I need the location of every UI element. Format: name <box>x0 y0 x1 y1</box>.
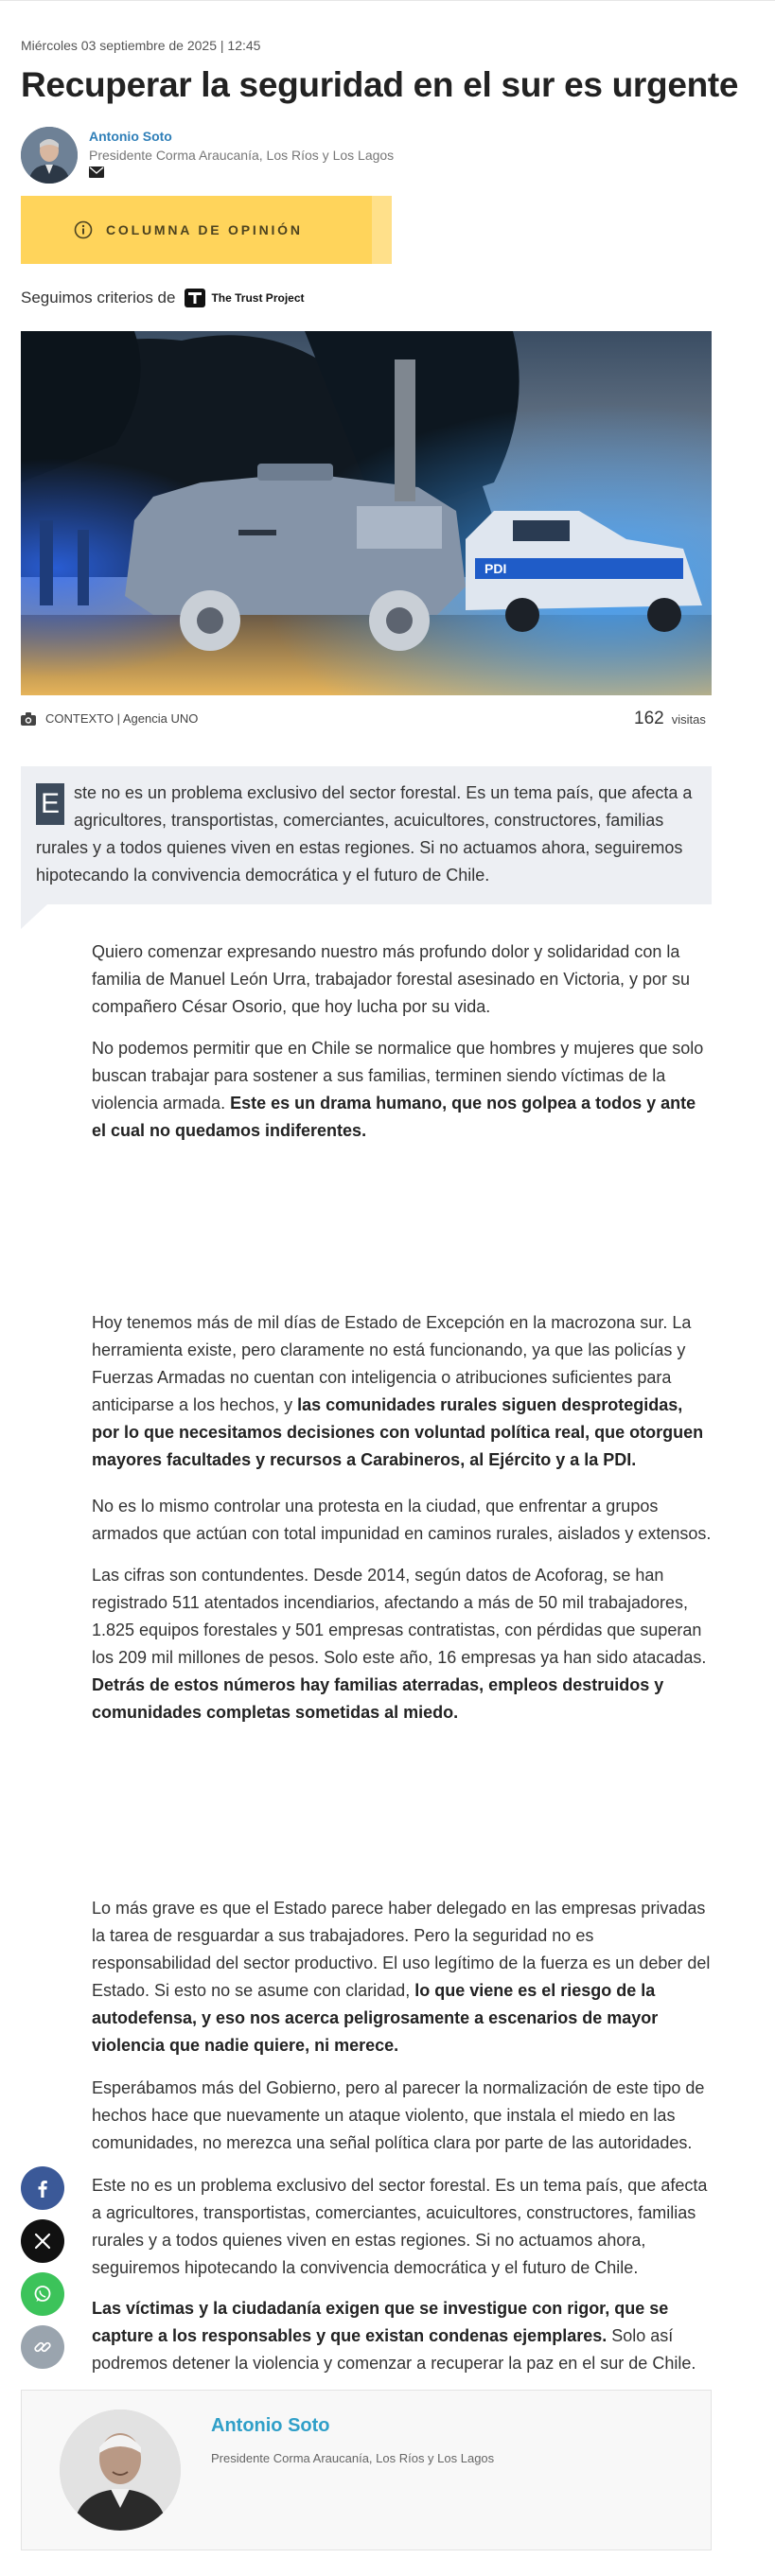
author-role: Presidente Corma Araucanía, Los Ríos y Los Lagos <box>89 148 395 163</box>
body-paragraph-3: Hoy tenemos más de mil días de Estado de Excepción en la macrozona sur. La herramienta existe, pero claramente no está funcionando, ya que las policías y Fuerzas Armadas no cuentan con inteligencia o atribuciones suficientes para anticiparse a los hechos, y las comunidades rurales siguen desprotegidas, por lo que necesitamos decisiones con voluntad política real, que otorguen mayores facultades y recursos a Carabineros, al Ejército y a la PDI. <box>92 1313 704 1469</box>
share-facebook-button[interactable] <box>21 2166 64 2210</box>
view-counter <box>634 709 706 729</box>
body-paragraph-2: No podemos permitir que en Chile se normalice que hombres y mujeres que solo buscan trabajar para sostener a sus familias, terminen siendo víctimas de la violencia armada. Este es un drama humano, que nos golpea a todos y ante el cual no quedamos indiferentes. <box>92 1039 704 1140</box>
share-x-button[interactable] <box>21 2219 64 2263</box>
article-hero-image <box>21 331 712 695</box>
facebook-icon <box>32 2178 53 2199</box>
body-paragraph-1: Quiero comenzar expresando nuestro más profundo dolor y solidaridad con la familia de Manuel León Urra, trabajador forestal asesinado en Victoria, y por su compañero César Osorio, que hoy lucha por su vida. <box>92 942 691 1016</box>
top-divider <box>0 0 775 1</box>
mail-icon[interactable] <box>89 166 104 178</box>
opinion-section-tag <box>21 196 372 264</box>
link-icon <box>32 2337 53 2357</box>
body-paragraph-9-emphasis: Las víctimas y la ciudadanía exigen que se investigue con rigor, que se capture a los responsables y que existan condenas ejemplares. <box>92 2299 669 2345</box>
publish-date: Miércoles 03 septiembre de 2025 | 12:45 <box>21 38 261 53</box>
views-label: visitas <box>671 712 706 727</box>
body-paragraph-5-emphasis: Detrás de estos números hay familias aterradas, empleos destruidos y comunidades completas sometidas al miedo. <box>92 1675 664 1722</box>
whatsapp-icon <box>32 2284 53 2304</box>
lead-tail <box>21 904 47 929</box>
image-caption <box>21 711 198 726</box>
body-paragraph-8: Este no es un problema exclusivo del sector forestal. Es un tema país, que afecta a agricultores, transportistas, comerciantes, acuicultores, constructores, familias rurales y a todos quienes viven en estas regiones. Si no actuamos ahora, seguiremos hipotecando la convivencia democrática y el futuro de Chile. <box>92 2176 708 2277</box>
info-icon <box>74 220 93 239</box>
copy-link-button[interactable] <box>21 2325 64 2369</box>
trust-project-logo[interactable] <box>185 289 304 307</box>
views-count: 162 <box>634 709 664 728</box>
body-paragraph-2-emphasis: Este es un drama humano, que nos golpea a todos y ante el cual no quedamos indiferentes. <box>92 1094 696 1140</box>
opinion-label: COLUMNA DE OPINIÓN <box>106 222 303 237</box>
share-whatsapp-button[interactable] <box>21 2272 64 2316</box>
opinion-tab-edge <box>372 196 392 264</box>
author-card-avatar[interactable] <box>60 2410 181 2531</box>
body-paragraph-4: No es lo mismo controlar una protesta en la ciudad, que enfrentar a grupos armados que actúan con total impunidad en caminos rurales, aislados y extensos. <box>92 1497 712 1543</box>
body-paragraph-9: Las víctimas y la ciudadanía exigen que se investigue con rigor, que se capture a los responsables y que existan condenas ejemplares. Solo así podremos detener la violencia y comenzar a recuperar la paz en el sur de Chile. <box>92 2299 696 2373</box>
author-card-name[interactable]: Antonio Soto <box>211 2415 330 2436</box>
body-paragraph-3-emphasis: las comunidades rurales siguen desprotegidas, por lo que necesitamos decisiones con voluntad política real, que otorguen mayores facultades y recursos a Carabineros, al Ejército y a la PDI. <box>92 1395 704 1469</box>
lead-dropcap: E <box>36 783 64 825</box>
trust-prefix: Seguimos criterios de <box>21 289 176 307</box>
author-card <box>21 2390 712 2550</box>
author-name-link[interactable]: Antonio Soto <box>89 129 172 144</box>
body-paragraph-6-emphasis: lo que viene es el riesgo de la autodefensa, y eso nos acerca peligrosamente a escenarios de mayor violencia que nadie quiere, ni merece. <box>92 1981 659 2055</box>
camera-icon <box>21 712 36 726</box>
author-avatar[interactable] <box>21 127 78 184</box>
lead-text: ste no es un problema exclusivo del sector forestal. Es un tema país, que afecta a agricultores, transportistas, comerciantes, acuicultores, constructores, familias rurales y a todos quienes viven en estas regiones. Si no actuamos ahora, seguiremos hipotecando la convivencia democrática y el futuro de Chile. <box>36 783 693 885</box>
svg-text:PDI: PDI <box>484 561 507 576</box>
body-paragraph-6: Lo más grave es que el Estado parece haber delegado en las empresas privadas la tarea de resguardar a sus trabajadores. Pero la seguridad no es responsabilidad del sector productivo. El uso legítimo de la fuerza es un deber del Estado. Si esto no se asume con claridad, lo que viene es el riesgo de la autodefensa, y eso nos acerca peligrosamente a escenarios de mayor violencia que nadie quiere, ni merece. <box>92 1899 711 2055</box>
author-card-role: Presidente Corma Araucanía, Los Ríos y Los Lagos <box>211 2451 495 2465</box>
trust-project-badge[interactable] <box>21 289 305 307</box>
article-lead <box>21 766 712 904</box>
article-title: Recuperar la seguridad en el sur es urgente <box>21 65 739 104</box>
trust-project-icon <box>185 289 205 307</box>
trust-project-name: The Trust Project <box>211 291 305 305</box>
x-icon <box>32 2231 53 2252</box>
body-paragraph-7: Esperábamos más del Gobierno, pero al parecer la normalización de este tipo de hechos hace que nuevamente un ataque violento, que instala el miedo en las comunidades, no merezca una señal política clara por parte de las autoridades. <box>92 2078 705 2152</box>
body-paragraph-5: Las cifras son contundentes. Desde 2014, según datos de Acoforag, se han registrado 511 atentados incendiarios, afectando a más de 50 mil trabajadores, 1.825 equipos forestales y 501 empresas contratistas, con pérdidas que superan los 209 mil millones de pesos. Solo este año, 16 empresas ya han sido atacadas. Detrás de estos números hay familias aterradas, empleos destruidos y comunidades completas sometidas al miedo. <box>92 1566 707 1722</box>
image-credit: CONTEXTO | Agencia UNO <box>45 711 199 726</box>
